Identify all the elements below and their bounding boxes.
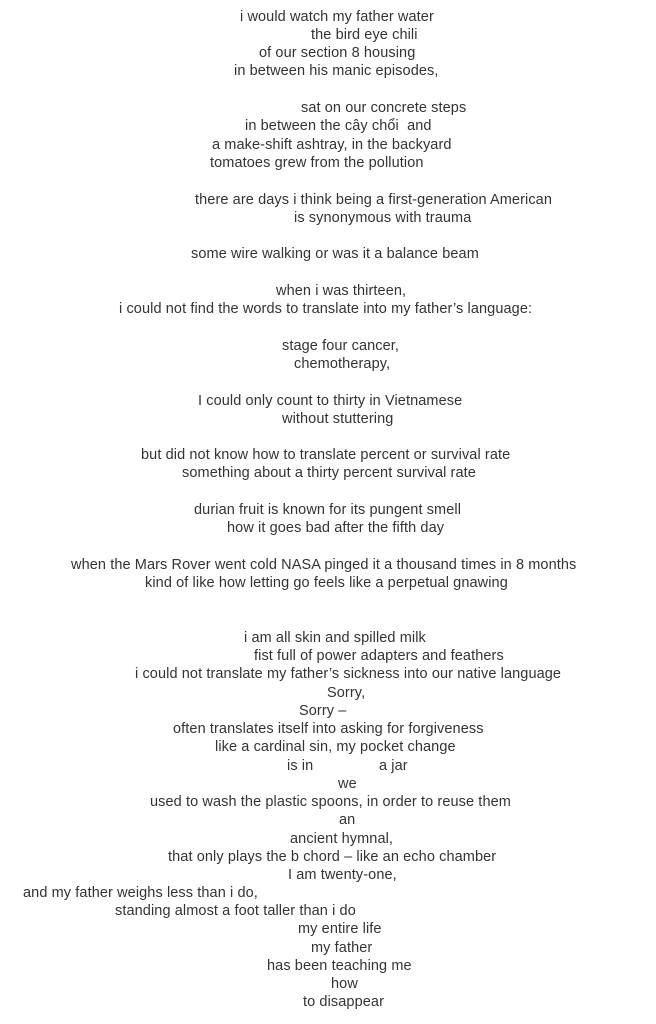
- poem-line: in between his manic episodes,: [234, 63, 439, 79]
- poem-line: in between the cây chổi and: [245, 118, 432, 134]
- poem-line: durian fruit is known for its pungent smell: [194, 502, 462, 518]
- poem-line: a jar: [379, 758, 408, 774]
- poem-line: Sorry –: [299, 703, 347, 719]
- poem-line: that only plays the b chord – like an echo chamber: [168, 849, 497, 865]
- poem-line: we: [338, 776, 357, 792]
- poem-line: used to wash the plastic spoons, in order to reuse them: [150, 794, 511, 810]
- poem-line: the bird eye chili: [311, 27, 418, 43]
- poem-line: when i was thirteen,: [276, 283, 407, 299]
- poem-line: some wire walking or was it a balance beam: [191, 246, 479, 262]
- poem-line: my entire life: [298, 921, 382, 937]
- poem-line: without stuttering: [282, 411, 394, 427]
- poem-line: is synonymous with trauma: [294, 210, 472, 226]
- poem-line: i would watch my father water: [240, 9, 434, 25]
- poem-line: and my father weighs less than i do,: [23, 885, 258, 901]
- poem-line: fist full of power adapters and feathers: [254, 648, 504, 664]
- poem-line: standing almost a foot taller than i do: [115, 903, 356, 919]
- poem-line: but did not know how to translate percent or survival rate: [141, 447, 511, 463]
- poem-line: i am all skin and spilled milk: [244, 630, 426, 646]
- poem-line: to disappear: [303, 994, 385, 1010]
- poem-line: ancient hymnal,: [290, 831, 394, 847]
- poem-line: sat on our concrete steps: [301, 100, 467, 116]
- poem-line: I could only count to thirty in Vietnamese: [198, 393, 463, 409]
- poem-line: tomatoes grew from the pollution: [210, 155, 424, 171]
- poem-line: there are days i think being a first-generation American: [195, 192, 553, 208]
- poem-line: when the Mars Rover went cold NASA pinged it a thousand times in 8 months: [71, 557, 577, 573]
- poem-line: a make-shift ashtray, in the backyard: [212, 137, 452, 153]
- poem-line: Sorry,: [327, 685, 366, 701]
- poem-line: how it goes bad after the fifth day: [227, 520, 445, 536]
- poem-line: I am twenty-one,: [288, 867, 397, 883]
- poem-line: how: [331, 976, 358, 992]
- poem-line: is in: [287, 758, 314, 774]
- poem-line: kind of like how letting go feels like a perpetual gnawing: [145, 575, 508, 591]
- poem-line: often translates itself into asking for forgiveness: [173, 721, 484, 737]
- poem-line: has been teaching me: [267, 958, 412, 974]
- poem-line: stage four cancer,: [282, 338, 400, 354]
- poem-line: i could not translate my father’s sickness into our native language: [135, 666, 562, 682]
- poem-line: of our section 8 housing: [259, 45, 416, 61]
- poem-line: my father: [311, 940, 373, 956]
- poem-line: an: [339, 812, 356, 828]
- poem-line: something about a thirty percent survival rate: [182, 465, 476, 481]
- poem-line: chemotherapy,: [294, 356, 391, 372]
- poem-line: i could not find the words to translate into my father’s language:: [119, 301, 533, 317]
- poem-line: like a cardinal sin, my pocket change: [215, 739, 456, 755]
